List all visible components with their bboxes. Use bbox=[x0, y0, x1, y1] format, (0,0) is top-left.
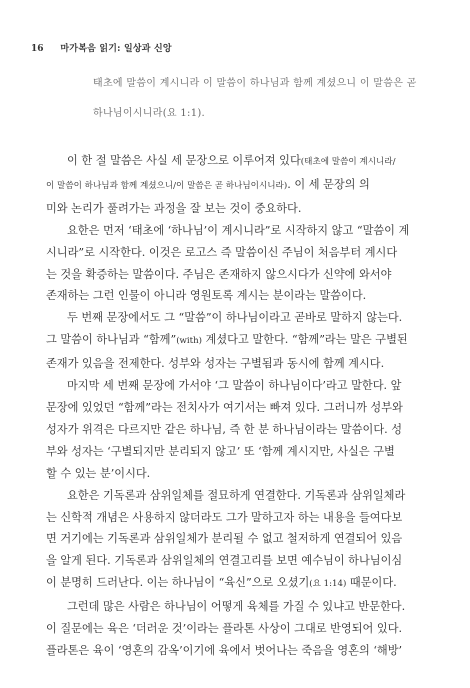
scripture-quote bbox=[93, 69, 438, 129]
body-line bbox=[46, 174, 442, 198]
inline-note: 이 말씀이 하나님과 함께 계셨으니/이 말씀은 곧 하나님이시니라) bbox=[46, 180, 288, 191]
inline-note: (태초에 말씀이 계시니라/ bbox=[300, 157, 396, 167]
body-line bbox=[46, 572, 442, 596]
body-line: 요한은 먼저 ‘태초에 ‘하나님’이 계시니라”로 시작하지 않고 “말씀이 계 bbox=[67, 223, 410, 237]
running-header bbox=[31, 41, 172, 54]
running-title: 마가복음 읽기: 일상과 신앙 bbox=[60, 44, 172, 54]
body-line: 할 수 있는 분’이시다. bbox=[46, 466, 151, 480]
body-line: 면 거기에는 기독론과 삼위일체가 분리될 수 없고 철저하게 연결되어 있음 bbox=[46, 532, 403, 546]
body-line: 을 알게 된다. 기독론과 삼위일체의 연결고리를 보면 예수님이 하나님이심 bbox=[46, 554, 403, 568]
body-line: 는 것을 확증하는 말씀이다. 주님은 존재하지 않으시다가 신약에 와서야 bbox=[46, 267, 392, 281]
body-line: 부와 성자는 ‘구별되지만 분리되지 않고’ 또 ‘함께 계시지만, 사실은 구별 bbox=[46, 444, 395, 458]
body-line: 그런데 많은 사람은 하나님이 어떻게 육체를 가질 수 있냐고 반문한다. bbox=[67, 600, 406, 614]
quote-line: 태초에 말씀이 계시니라 이 말씀이 하나님과 함께 계셨으니 이 말씀은 곧 bbox=[93, 78, 417, 89]
body-line-text: . 이 세 문장의 의 bbox=[287, 177, 370, 191]
body-line-text: 때문이다. bbox=[346, 576, 397, 590]
body-line: 미와 논리가 풀려가는 과정을 잘 보는 것이 중요하다. bbox=[46, 201, 302, 215]
body-line: 마지막 세 번째 문장에 가서야 ‘그 말씀이 하나님이다’라고 말한다. 앞 bbox=[67, 379, 402, 393]
body-line-text: 이 분명히 드러난다. 이는 하나님이 “육신”으로 오셨기 bbox=[46, 576, 310, 590]
inline-note: (with) bbox=[176, 336, 202, 347]
body-line: 두 번째 문장에서도 그 “말씀”이 하나님이라고 곧바로 말하지 않는다. bbox=[67, 311, 403, 325]
inline-note: (요 1:14) bbox=[309, 579, 347, 590]
body-line bbox=[46, 150, 442, 174]
body-line bbox=[46, 329, 442, 353]
body-line-text: 이 한 절 말씀은 사실 세 문장으로 이루어져 있다 bbox=[67, 154, 301, 167]
body-line: 플라톤은 육이 ‘영혼의 감옥’이기에 육에서 벗어나는 죽음을 영혼의 ‘해방’ bbox=[46, 643, 403, 657]
page-number: 16 bbox=[31, 44, 44, 54]
body-line: 이 질문에는 육은 ‘더러운 것’이라는 플라톤 사상이 그대로 반영되어 있다. bbox=[46, 622, 403, 636]
body-line-text: 계셨다고 말한다. “함께”라는 말은 구별된 bbox=[202, 333, 408, 347]
body-line: 요한은 기독론과 삼위일체를 절묘하게 연결한다. 기독론과 삼위일체라 bbox=[67, 488, 406, 502]
body-line-text: 그 말씀이 하나님과 “함께” bbox=[46, 333, 177, 347]
body-line: 는 신학적 개념은 사용하지 않더라도 그가 말하고자 하는 내용을 들여다보 bbox=[46, 510, 403, 524]
body-line: 문장에 있었던 “함께”라는 전치사가 여기서는 빠져 있다. 그러니까 성부와 bbox=[46, 400, 403, 414]
body-line: 존재가 있음을 전제한다. 성부와 성자는 구별됨과 동시에 함께 계시다. bbox=[46, 357, 385, 371]
quote-line: 하나님이시니라(요 1:1). bbox=[93, 108, 206, 119]
body-line: 존재하는 그런 인물이 아니라 영원토록 계시는 분이라는 말씀이다. bbox=[46, 289, 367, 303]
body-line: 시니라”로 시작한다. 이것은 로고스 즉 말씀이신 주님이 처음부터 계시다 bbox=[46, 245, 398, 259]
body-text bbox=[46, 150, 442, 662]
body-line: 성자가 위격은 다르지만 같은 하나님, 즉 한 분 하나님이라는 말씀이다. 성 bbox=[46, 422, 403, 436]
